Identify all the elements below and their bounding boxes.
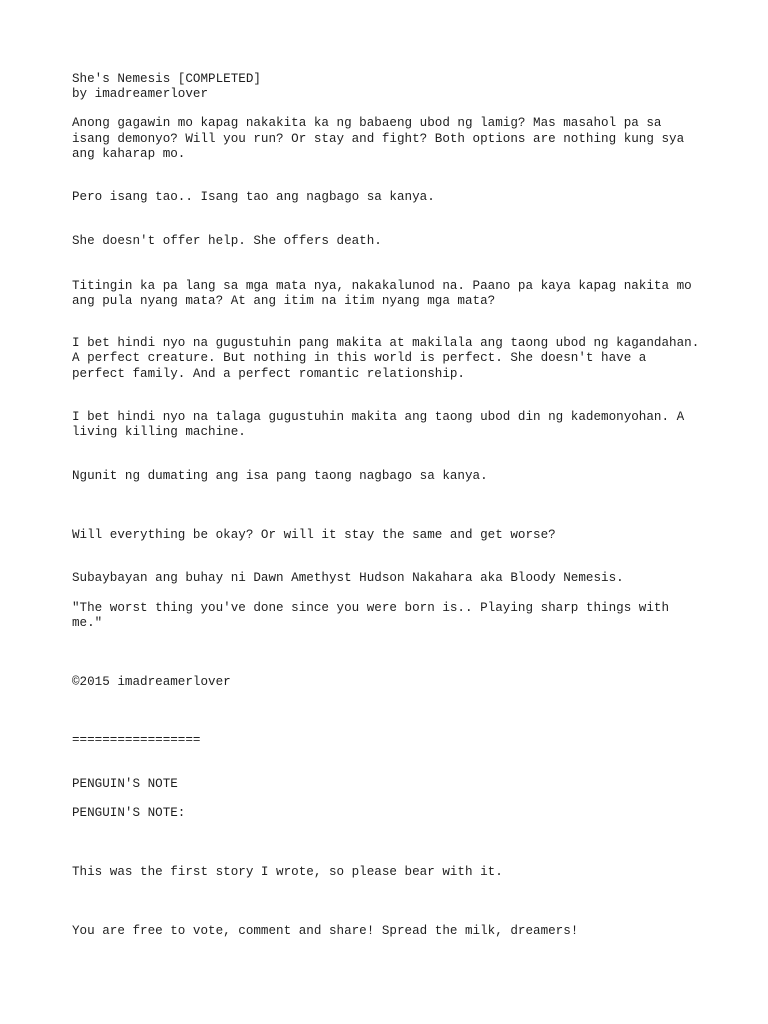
intro-line: ang kaharap mo. xyxy=(72,147,186,161)
quote-line: me." xyxy=(72,616,103,630)
note-vote: You are free to vote, comment and share! Spread the milk, dreamers! xyxy=(72,924,579,938)
paragraph-beauty-line: I bet hindi nyo na gugustuhin pang makita at makilala ang taong ubod ng kagandahan. xyxy=(72,336,700,350)
paragraph-eyes-line: ang pula nyang mata? At ang itim na itim nyang mga mata? xyxy=(72,294,496,308)
quote-line: "The worst thing you've done since you were born is.. Playing sharp things with xyxy=(72,601,670,615)
paragraph-another: Ngunit ng dumating ang isa pang taong nagbago sa kanya. xyxy=(72,469,488,483)
copyright-line: ©2015 imadreamerlover xyxy=(72,675,231,689)
paragraph-beauty-line: perfect family. And a perfect romantic relationship. xyxy=(72,367,465,381)
note-first-story: This was the first story I wrote, so please bear with it. xyxy=(72,865,503,879)
note-heading: PENGUIN'S NOTE: xyxy=(72,806,186,820)
story-byline: by imadreamerlover xyxy=(72,87,209,101)
intro-line: Anong gagawin mo kapag nakakita ka ng babaeng ubod ng lamig? Mas masahol pa sa xyxy=(72,116,662,130)
paragraph-change: Pero isang tao.. Isang tao ang nagbago sa kanya. xyxy=(72,190,435,204)
note-heading: PENGUIN'S NOTE xyxy=(72,777,178,791)
intro-line: isang demonyo? Will you run? Or stay and fight? Both options are nothing kung sya xyxy=(72,132,685,146)
paragraph-demon-line: living killing machine. xyxy=(72,425,246,439)
paragraph-eyes-line: Titingin ka pa lang sa mga mata nya, nakakalunod na. Paano pa kaya kapag nakita mo xyxy=(72,279,692,293)
paragraph-okay: Will everything be okay? Or will it stay the same and get worse? xyxy=(72,528,556,542)
story-title: She's Nemesis [COMPLETED] xyxy=(72,72,261,86)
paragraph-follow: Subaybayan ang buhay ni Dawn Amethyst Hudson Nakahara aka Bloody Nemesis. xyxy=(72,571,624,585)
section-divider: ================= xyxy=(72,733,201,747)
paragraph-demon-line: I bet hindi nyo na talaga gugustuhin makita ang taong ubod din ng kademonyohan. A xyxy=(72,410,685,424)
paragraph-beauty-line: A perfect creature. But nothing in this world is perfect. She doesn't have a xyxy=(72,351,647,365)
paragraph-death: She doesn't offer help. She offers death. xyxy=(72,234,382,248)
